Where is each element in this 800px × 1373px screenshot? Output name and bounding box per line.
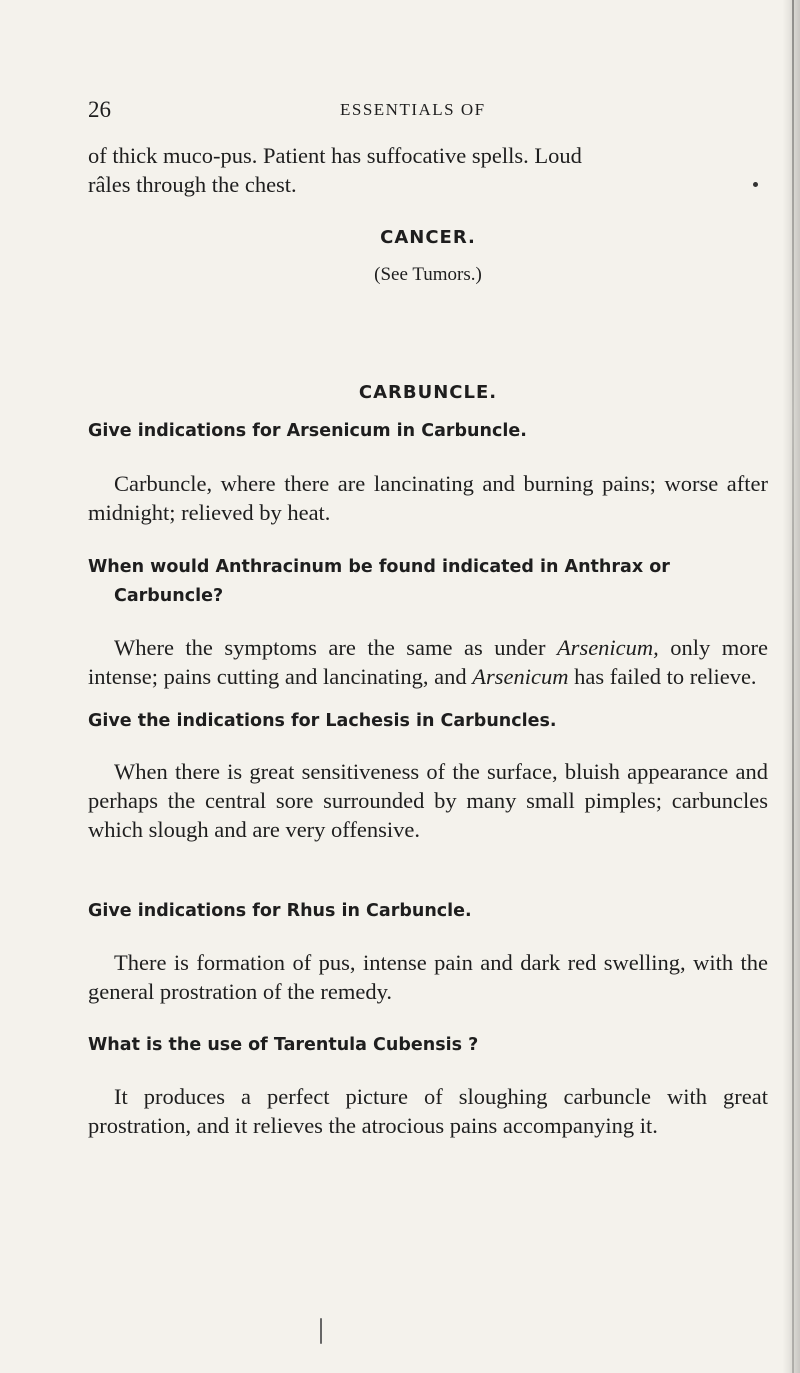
- intro-line-2: râles through the chest.: [88, 172, 297, 197]
- ink-speck: [753, 182, 758, 187]
- page-number: 26: [88, 97, 111, 122]
- remedy-name-italic: Arsenicum: [472, 664, 569, 689]
- answer-anthracinum-text-2: only more intense; pains cutting and lancinating, and: [88, 635, 768, 689]
- page-edge-shadow: [782, 0, 800, 1373]
- intro-line-1: of thick muco-pus. Patient has suffocative spells. Loud: [88, 143, 582, 168]
- intro-paragraph: [88, 141, 768, 199]
- section-title-carbuncle: CARBUNCLE.: [358, 382, 498, 403]
- answer-tarentula: It produces a perfect picture of sloughing carbuncle with great prostration, and it relieves the atrocious pains accompanying it.: [88, 1084, 768, 1138]
- page-edge-line: [792, 0, 794, 1373]
- remedy-name-italic: Arsenicum,: [556, 635, 659, 660]
- answer-anthracinum-text-1: Where the symptoms are the same as under: [114, 635, 557, 660]
- answer-lachesis: When there is great sensitiveness of the surface, bluish appearance and perhaps the central sore surrounded by many small pimples; carbuncles which slough and are very offensive.: [88, 759, 768, 842]
- question-anthracinum: When would Anthracinum be found indicated in Anthrax or Carbuncle?: [88, 557, 670, 606]
- answer-arsenicum: Carbuncle, where there are lancinating and burning pains; worse after midnight; relieved by heat.: [88, 471, 768, 525]
- answer-rhus: There is formation of pus, intense pain and dark red swelling, with the general prostration of the remedy.: [88, 950, 768, 1004]
- page-header: [88, 97, 768, 127]
- question-arsenicum: Give indications for Arsenicum in Carbuncle.: [88, 421, 527, 441]
- ink-mark: [320, 1318, 322, 1344]
- running-head: ESSENTIALS OF: [340, 100, 486, 119]
- section-title-cancer: CANCER.: [380, 227, 476, 248]
- cancer-see-reference: (See Tumors.): [374, 264, 482, 285]
- question-rhus: Give indications for Rhus in Carbuncle.: [88, 901, 472, 921]
- answer-anthracinum: [88, 633, 768, 691]
- answer-anthracinum-text-3: has failed to relieve.: [568, 664, 757, 689]
- question-lachesis: Give the indications for Lachesis in Carbuncles.: [88, 711, 557, 731]
- question-tarentula: What is the use of Tarentula Cubensis ?: [88, 1035, 479, 1055]
